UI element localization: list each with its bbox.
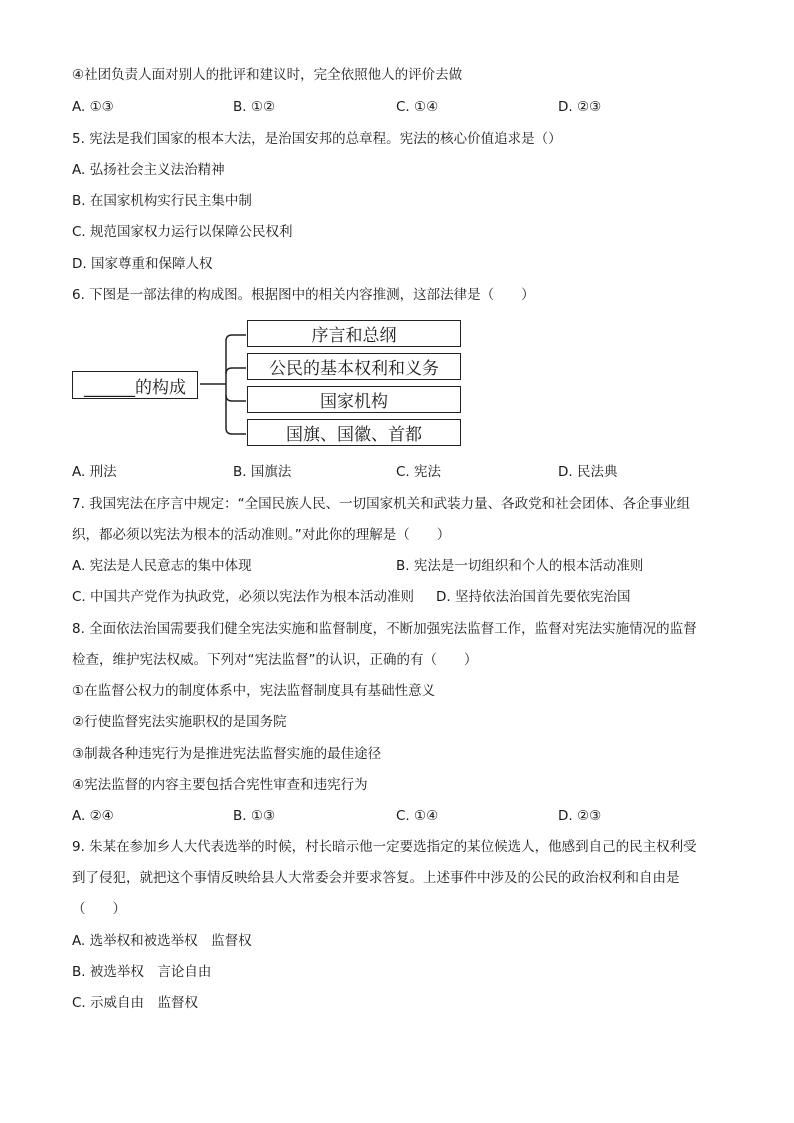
q9-option-c[interactable]: C. 示威自由 监督权 xyxy=(72,995,199,1011)
q9-stem-line3: （ ） xyxy=(72,901,126,917)
q7-stem-line2: 织，都必须以宪法为根本的活动准则。”对此你的理解是（ ） xyxy=(72,527,451,543)
diagram-part-4 xyxy=(247,419,461,446)
q8-option-a[interactable]: A. ②④ xyxy=(72,808,114,824)
q9-option-a[interactable]: A. 选举权和被选举权 监督权 xyxy=(72,933,252,949)
q8-item-3: ③制裁各种违宪行为是推进宪法监督实施的最佳途径 xyxy=(72,746,382,762)
q8-stem-line1: 8. 全面依法治国需要我们健全宪法实施和监督制度，不断加强宪法监督工作，监督对宪法实施情况的监督 xyxy=(72,621,697,637)
q4-option-d[interactable]: D. ②③ xyxy=(558,99,602,115)
q4-option-c[interactable]: C. ①④ xyxy=(396,99,439,115)
q6-option-b[interactable]: B. 国旗法 xyxy=(233,464,292,480)
q5-option-c[interactable]: C. 规范国家权力运行以保障公民权利 xyxy=(72,224,293,240)
q5-option-b[interactable]: B. 在国家机构实行民主集中制 xyxy=(72,193,252,209)
q9-stem-line2: 到了侵犯，就把这个事情反映给县人大常委会并要求答复。上述事件中涉及的公民的政治权利和自由是 xyxy=(72,870,680,886)
diagram-part-4-label: 国旗、国徽、首都 xyxy=(286,425,422,445)
q8-option-d[interactable]: D. ②③ xyxy=(558,808,602,824)
q6-option-a[interactable]: A. 刑法 xyxy=(72,464,117,480)
diagram-part-2-label: 公民的基本权利和义务 xyxy=(269,359,439,379)
diagram-root-label: ______的构成 xyxy=(84,377,186,398)
q6-stem: 6. 下图是一部法律的构成图。根据图中的相关内容推测，这部法律是（ ） xyxy=(72,287,535,303)
q5-stem: 5. 宪法是我们国家的根本大法，是治国安邦的总章程。宪法的核心价值追求是（） xyxy=(72,131,562,147)
diagram-part-1 xyxy=(247,320,461,347)
q9-option-b[interactable]: B. 被选举权 言论自由 xyxy=(72,964,212,980)
q8-item-4: ④宪法监督的内容主要包括合宪性审查和违宪行为 xyxy=(72,777,368,793)
diagram-part-3 xyxy=(247,386,461,413)
q7-option-b[interactable]: B. 宪法是一切组织和个人的根本活动准则 xyxy=(396,558,644,574)
q4-option-a[interactable]: A. ①③ xyxy=(72,99,114,115)
q7-option-c[interactable]: C. 中国共产党作为执政党，必须以宪法作为根本活动准则 xyxy=(72,589,415,605)
law-structure-diagram xyxy=(70,318,470,448)
q4-option-b[interactable]: B. ①② xyxy=(233,99,276,115)
q7-option-a[interactable]: A. 宪法是人民意志的集中体现 xyxy=(72,558,252,574)
q7-stem-line1: 7. 我国宪法在序言中规定：“全国民族人民、一切国家机关和武装力量、各政党和社会团体、各企事业组 xyxy=(72,496,691,512)
q5-option-d[interactable]: D. 国家尊重和保障人权 xyxy=(72,256,213,272)
q8-stem-line2: 检查，维护宪法权威。下列对“宪法监督”的认识，正确的有（ ） xyxy=(72,652,478,668)
q8-item-1: ①在监督公权力的制度体系中，宪法监督制度具有基础性意义 xyxy=(72,683,436,699)
q5-option-a[interactable]: A. 弘扬社会主义法治精神 xyxy=(72,162,225,178)
q4-item-4: ④社团负责人面对别人的批评和建议时，完全依照他人的评价去做 xyxy=(72,67,463,83)
diagram-root-box xyxy=(72,371,198,399)
q6-option-c[interactable]: C. 宪法 xyxy=(396,464,442,480)
diagram-part-2 xyxy=(247,353,461,380)
q8-option-c[interactable]: C. ①④ xyxy=(396,808,439,824)
q8-item-2: ②行使监督宪法实施职权的是国务院 xyxy=(72,714,287,730)
q6-option-d[interactable]: D. 民法典 xyxy=(558,464,618,480)
q8-option-b[interactable]: B. ①③ xyxy=(233,808,276,824)
diagram-part-3-label: 国家机构 xyxy=(320,392,388,412)
q7-option-d[interactable]: D. 坚持依法治国首先要依宪治国 xyxy=(436,589,631,605)
q9-stem-line1: 9. 朱某在参加乡人大代表选举的时候，村长暗示他一定要选指定的某位候选人，他感到自己的民主权利受 xyxy=(72,839,697,855)
diagram-part-1-label: 序言和总纲 xyxy=(311,326,397,346)
